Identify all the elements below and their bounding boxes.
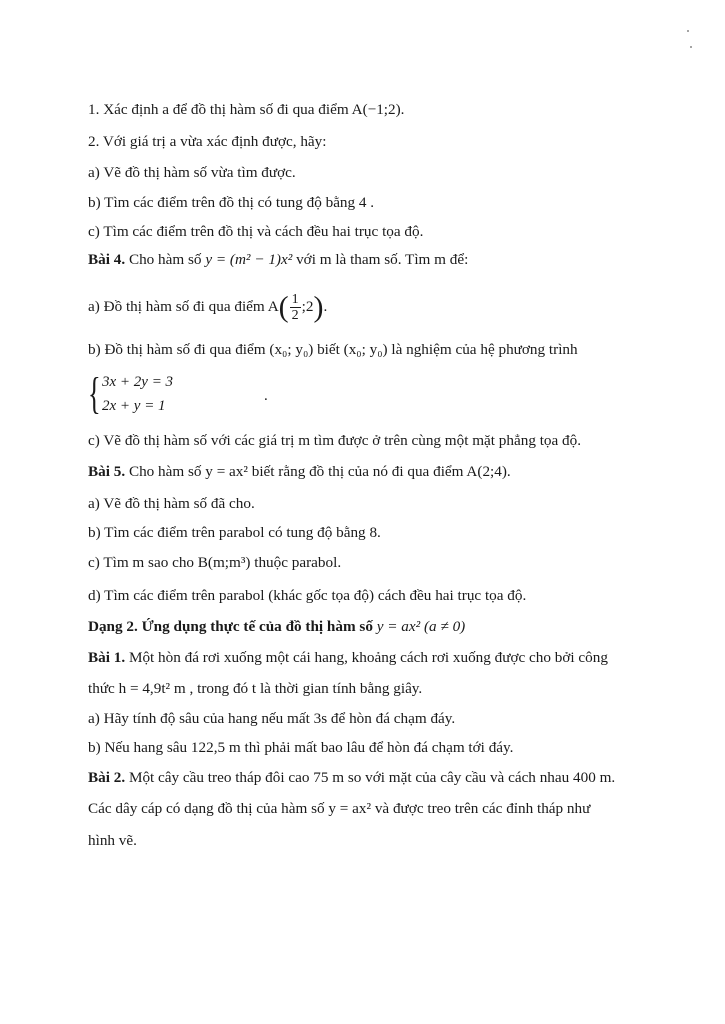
bai2-label: Bài 2.	[88, 769, 126, 786]
bai5-b: b) Tìm các điểm trên parabol có tung độ bằng 8.	[88, 524, 381, 541]
bai4-intro	[88, 250, 678, 270]
scan-speck	[690, 46, 692, 48]
fraction-denominator: 2	[291, 308, 299, 323]
section-heading	[88, 617, 678, 637]
bai5-intro	[88, 462, 678, 482]
bai4-intro-suffix: với m là tham số. Tìm m để:	[296, 251, 469, 268]
bai4-a-tail: ;2	[301, 297, 314, 315]
system-end: .	[264, 388, 268, 404]
fraction-one-half	[290, 292, 301, 323]
question-2c: c) Tìm các điểm trên đồ thị và cách đều hai trục tọa độ.	[88, 223, 424, 240]
bai2-line1	[88, 768, 678, 788]
system-equation-2: 2x + y = 1	[102, 398, 166, 414]
scan-speck	[687, 30, 689, 32]
bai2-text: Một cây cầu treo tháp đôi cao 75 m so với mặt của cây cầu và cách nhau 400 m.	[128, 769, 616, 786]
bai1-line1	[88, 648, 678, 668]
fraction-numerator: 1	[291, 292, 299, 307]
paren-open: (	[278, 290, 289, 324]
bai4-label: Bài 4.	[88, 251, 126, 268]
bai5-intro-text: Cho hàm số y = ax² biết rằng đồ thị của nó đi qua điểm A(2;4).	[128, 463, 511, 480]
section-formula: y = ax² (a ≠ 0)	[376, 618, 466, 635]
bai1-b: b) Nếu hang sâu 122,5 m thì phải mất bao lâu để hòn đá chạm tới đáy.	[88, 739, 514, 756]
question-2a: a) Vẽ đồ thị hàm số vừa tìm được.	[88, 164, 296, 181]
question-1: 1. Xác định a để đồ thị hàm số đi qua điểm A(−1;2).	[88, 101, 405, 118]
system-equation-1: 3x + 2y = 3	[102, 374, 174, 390]
bai5-d: d) Tìm các điểm trên parabol (khác gốc tọa độ) cách đều hai trục tọa độ.	[88, 587, 527, 604]
bai4-formula: y = (m² − 1)x²	[205, 251, 293, 268]
bai2-line2: Các dây cáp có dạng đồ thị của hàm số y = ax² và được treo trên các đỉnh tháp như	[88, 800, 591, 817]
bai4-a-prefix: a) Đồ thị hàm số đi qua điểm A	[88, 297, 279, 315]
question-2b: b) Tìm các điểm trên đồ thị có tung độ bằng 4 .	[88, 194, 375, 211]
bai4-c: c) Vẽ đồ thị hàm số với các giá trị m tìm được ở trên cùng một mặt phẳng tọa độ.	[88, 432, 582, 449]
bai1-a: a) Hãy tính độ sâu của hang nếu mất 3s để hòn đá chạm đáy.	[88, 710, 456, 727]
paren-close: )	[313, 290, 324, 324]
bai1-label: Bài 1.	[88, 649, 126, 666]
bai1-line2: thức h = 4,9t² m , trong đó t là thời gian tính bằng giây.	[88, 680, 423, 697]
bai1-text: Một hòn đá rơi xuống một cái hang, khoảng cách rơi xuống được cho bởi công	[128, 649, 608, 666]
bai4-b: b) Đồ thị hàm số đi qua điểm (x₀; y₀) biết (x₀; y₀) là nghiệm của hệ phương trình	[88, 341, 578, 358]
bai2-line3: hình vẽ.	[88, 832, 137, 849]
bai4-intro-prefix: Cho hàm số	[128, 251, 202, 268]
question-2: 2. Với giá trị a vừa xác định được, hãy:	[88, 133, 327, 150]
bai5-a: a) Vẽ đồ thị hàm số đã cho.	[88, 495, 255, 512]
brace-icon: {	[88, 369, 101, 418]
bai5-label: Bài 5.	[88, 463, 126, 480]
bai5-c: c) Tìm m sao cho B(m;m³) thuộc parabol.	[88, 554, 342, 571]
bai4-a: a) Đồ thị hàm số đi qua điểm A( $\frac{1}{2}$ ;2).	[88, 290, 328, 324]
section-title: Dạng 2. Ứng dụng thực tế của đồ thị hàm số	[88, 618, 373, 635]
